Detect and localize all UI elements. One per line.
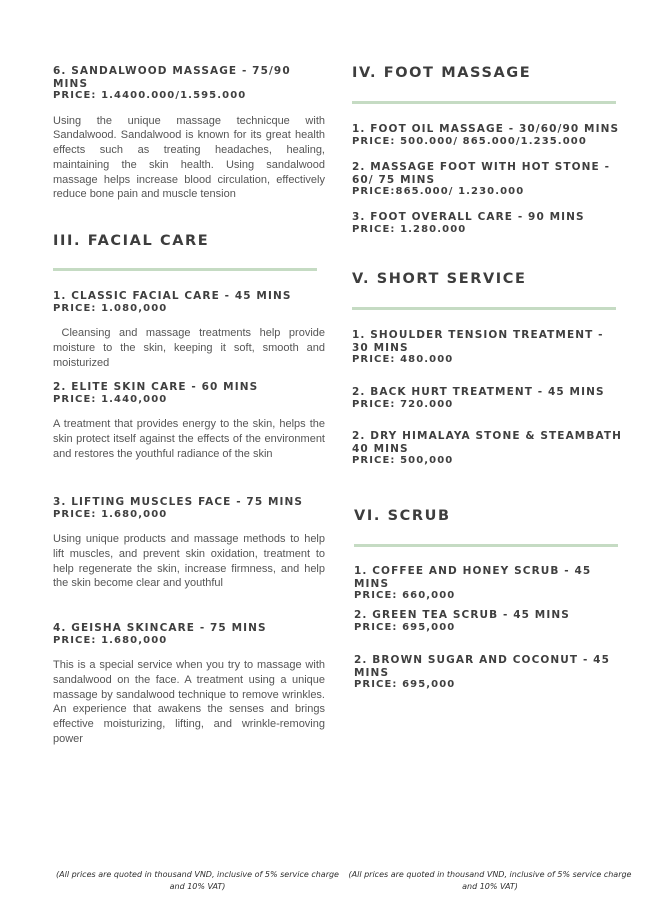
foot-massage-divider <box>352 101 616 104</box>
scrub-item-3 <box>354 654 624 692</box>
short-item-3 <box>352 430 622 468</box>
item-price: PRICE: 1.080,000 <box>53 302 168 314</box>
item-description: A treatment that provides energy to the skin, helps the skin protect itself against the effects of the environment and restores the youthful radiance of the skin <box>53 418 325 460</box>
facial-care-heading: III. FACIAL CARE <box>53 233 210 249</box>
item-title: 2. GREEN TEA SCRUB - 45 MINS <box>354 609 570 621</box>
left-footnote: (All prices are quoted in thousand VND, inclusive of 5% service charge and 10% VAT) <box>56 870 339 891</box>
facial-item-2 <box>53 381 325 461</box>
scrub-divider <box>354 544 618 547</box>
scrub-item-2 <box>354 609 624 634</box>
item-price: PRICE: 1.680,000 <box>53 634 168 646</box>
right-footnote: (All prices are quoted in thousand VND, inclusive of 5% service charge and 10% VAT) <box>348 870 632 891</box>
item-title: 1. CLASSIC FACIAL CARE - 45 MINS <box>53 290 292 302</box>
short-item-1 <box>352 329 622 367</box>
facial-item-3 <box>53 496 325 591</box>
item-price: PRICE:865.000/ 1.230.000 <box>352 186 525 197</box>
foot-item-2 <box>352 161 622 199</box>
item-price: PRICE: 660,000 <box>354 590 456 601</box>
foot-item-1 <box>352 123 622 148</box>
item-title: 1. COFFEE AND HONEY SCRUB - 45 MINS <box>354 565 592 590</box>
facial-care-divider <box>53 268 317 271</box>
item-title: 2. DRY HIMALAYA STONE & STEAMBATH 40 MINS <box>352 430 623 455</box>
sandalwood-massage-item <box>53 65 325 202</box>
facial-item-1 <box>53 290 329 370</box>
foot-item-3 <box>352 211 622 236</box>
item-title: 2. BACK HURT TREATMENT - 45 MINS <box>352 386 605 398</box>
item-price: PRICE: 1.440,000 <box>53 393 168 405</box>
item-description: Using unique products and massage methods to help lift muscles, and prevent skin oxidation, treatment to help regenerate the skin, increase firmness, and help the skin become clear and youthful <box>53 533 325 590</box>
item-price: PRICE: 695,000 <box>354 679 456 690</box>
foot-massage-heading: IV. FOOT MASSAGE <box>352 65 532 81</box>
scrub-heading: VI. SCRUB <box>354 508 451 524</box>
short-service-divider <box>352 307 616 310</box>
item-description: Cleansing and massage treatments help provide moisture to the skin, keeping it soft, smooth and moisturized <box>53 327 329 369</box>
item-description: Using the unique massage technicque with Sandalwood. Sandalwood is known for its great health effects such as treating headaches, healing, maintaining the skin health. Using sandalwood massage helps increase blood circulation, effectively reduce bone pain and muscle tension <box>53 114 325 201</box>
item-title: 1. FOOT OIL MASSAGE - 30/60/90 MINS <box>352 123 620 135</box>
short-service-heading: V. SHORT SERVICE <box>352 271 527 287</box>
item-title: 1. SHOULDER TENSION TREATMENT - 30 MINS <box>352 329 604 354</box>
item-price: PRICE: 720.000 <box>352 398 454 410</box>
item-price: PRICE: 1.680,000 <box>53 508 168 520</box>
item-price: PRICE: 500.000/ 865.000/1.235.000 <box>352 135 587 147</box>
scrub-item-1 <box>354 565 624 603</box>
item-price: PRICE: 480.000 <box>352 354 454 365</box>
item-price: PRICE: 695,000 <box>354 621 456 633</box>
item-title: 3. FOOT OVERALL CARE - 90 MINS <box>352 211 585 223</box>
item-title: 4. GEISHA SKINCARE - 75 MINS <box>53 622 267 634</box>
item-title: 2. MASSAGE FOOT WITH HOT STONE - 60/ 75 MINS <box>352 161 611 186</box>
item-price: PRICE: 1.280.000 <box>352 223 467 235</box>
item-title: 3. LIFTING MUSCLES FACE - 75 MINS <box>53 496 304 508</box>
item-price: PRICE: 500,000 <box>352 455 454 466</box>
short-item-2 <box>352 386 622 411</box>
item-description: This is a special service when you try to massage with sandalwood on the face. A treatment using a unique massage by sandalwood technique to remove wrinkles. An experience that awakens the senses and brings effective moisturizing, lifting, and wrinkle-removing power <box>53 659 325 745</box>
facial-item-4 <box>53 622 325 747</box>
item-title: 2. BROWN SUGAR AND COCONUT - 45 MINS <box>354 654 610 679</box>
item-price: PRICE: 1.4400.000/1.595.000 <box>53 90 247 101</box>
item-title: 2. ELITE SKIN CARE - 60 MINS <box>53 381 259 393</box>
item-title: 6. SANDALWOOD MASSAGE - 75/90 MINS <box>53 65 291 90</box>
